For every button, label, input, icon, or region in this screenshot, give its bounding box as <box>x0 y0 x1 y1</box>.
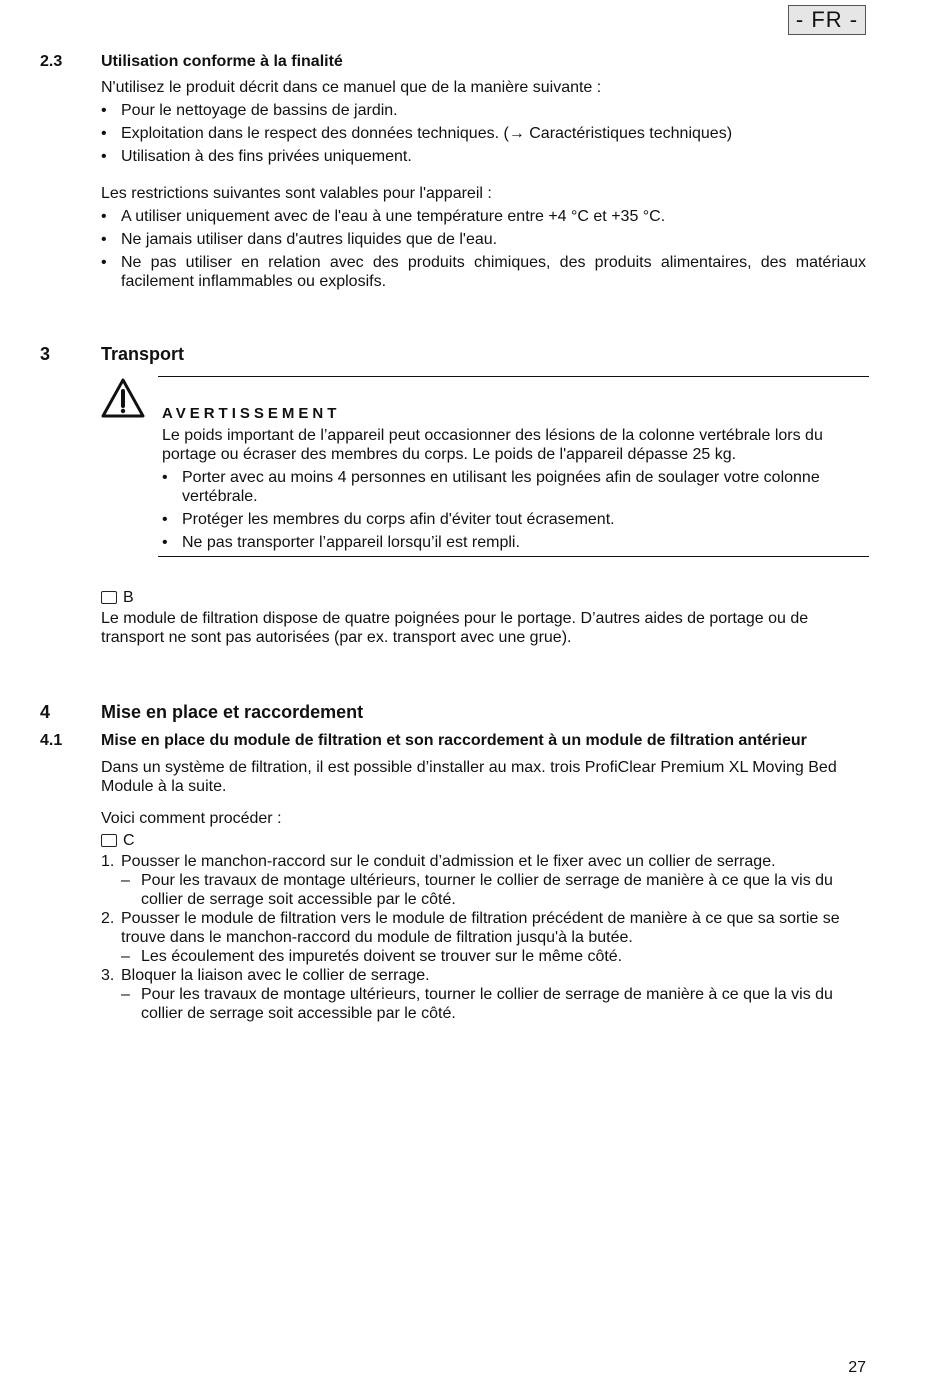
warning-top-rule <box>158 376 869 377</box>
warning-text: Le poids important de l’appareil peut occasionner des lésions de la colonne vertébrale lors du portage ou écraser des membres du corps. Le poids de l'appareil dépasse 25 kg. <box>162 427 823 463</box>
procedure-step <box>101 852 866 871</box>
usage-list <box>101 101 866 170</box>
section-title-4: Mise en place et raccordement <box>101 702 364 722</box>
list-item: • Exploitation dans le respect des données techniques. (→ Caractéristiques techniques) <box>101 124 866 143</box>
list-item: • A utiliser uniquement avec de l'eau à une température entre +4 °C et +35 °C. <box>101 207 866 226</box>
transport-text: Le module de filtration dispose de quatre poignées pour le portage. D’autres aides de portage ou de transport ne sont pas autorisées (par ex. transport avec une grue). <box>101 610 809 646</box>
figure-reference-c <box>101 831 135 850</box>
restrictions-intro: Les restrictions suivantes sont valables pour l'appareil : <box>101 185 492 202</box>
installation-intro: Dans un système de filtration, il est possible d’installer au max. trois ProfiClear Premium XL Moving Bed Module à la suite. <box>101 759 837 795</box>
figure-label: C <box>123 832 135 849</box>
list-item: • Utilisation à des fins privées uniquement. <box>101 147 866 166</box>
substep-text: Pour les travaux de montage ultérieurs, tourner le collier de serrage de manière à ce que la vis du collier de serrage soit accessible par le côté. <box>141 986 833 1022</box>
procedure-substep <box>101 947 866 966</box>
usage-intro: N'utilisez le produit décrit dans ce manuel que de la manière suivante : <box>101 79 602 96</box>
substep-text: Pour les travaux de montage ultérieurs, tourner le collier de serrage de manière à ce que la vis du collier de serrage soit accessible par le côté. <box>141 872 833 908</box>
figure-label: B <box>123 589 134 606</box>
page-number: 27 <box>848 1359 866 1376</box>
list-item: • Protéger les membres du corps afin d'éviter tout écrasement. <box>162 510 862 529</box>
step-number: 2. <box>101 910 115 927</box>
step-number: 1. <box>101 853 115 870</box>
procedure-step <box>101 966 866 985</box>
procedure-substep <box>101 985 866 1023</box>
list-item: • Ne pas transporter l’appareil lorsqu’il est rempli. <box>162 533 862 552</box>
substep-dash: – <box>121 948 130 965</box>
section-title-2-3: Utilisation conforme à la finalité <box>101 53 343 70</box>
warning-title: AVERTISSEMENT <box>162 405 341 422</box>
procedure-intro: Voici comment procéder : <box>101 810 282 827</box>
section-title-3: Transport <box>101 344 185 364</box>
warning-triangle-icon <box>100 377 146 419</box>
procedure-substep <box>101 871 866 909</box>
warning-bottom-rule <box>158 556 869 557</box>
section-number-4-1: 4.1 <box>40 732 63 749</box>
restrictions-list <box>101 207 866 295</box>
substep-dash: – <box>121 986 130 1003</box>
figure-box-icon <box>101 591 117 604</box>
section-title-4-1: Mise en place du module de filtration et son raccordement à un module de filtration antérieur <box>101 732 807 749</box>
list-item: • Ne pas utiliser en relation avec des produits chimiques, des produits alimentaires, des matériaux facilement inflammables ou explosifs. <box>101 253 866 291</box>
figure-reference-b <box>101 588 134 607</box>
step-number: 3. <box>101 967 115 984</box>
list-item: • Ne jamais utiliser dans d'autres liquides que de l'eau. <box>101 230 866 249</box>
list-item: • Porter avec au moins 4 personnes en utilisant les poignées afin de soulager votre colonne vertébrale. <box>162 468 862 506</box>
step-text: Pousser le module de filtration vers le module de filtration précédent de manière à ce que sa sortie se trouve dans le manchon-raccord du module de filtration jusqu'à la butée. <box>121 910 840 946</box>
step-text: Bloquer la liaison avec le collier de serrage. <box>121 967 430 984</box>
warning-list <box>162 468 862 556</box>
figure-box-icon <box>101 834 117 847</box>
substep-dash: – <box>121 872 130 889</box>
section-number-4: 4 <box>40 702 51 722</box>
substep-text: Les écoulement des impuretés doivent se trouver sur le même côté. <box>141 948 623 965</box>
procedure-step <box>101 909 866 947</box>
language-badge: - FR - <box>788 5 866 35</box>
procedure-steps <box>101 852 866 1023</box>
list-item: • Pour le nettoyage de bassins de jardin. <box>101 101 866 120</box>
step-text: Pousser le manchon-raccord sur le conduit d’admission et le fixer avec un collier de serrage. <box>121 853 776 870</box>
section-number-2-3: 2.3 <box>40 53 63 70</box>
section-number-3: 3 <box>40 344 51 364</box>
